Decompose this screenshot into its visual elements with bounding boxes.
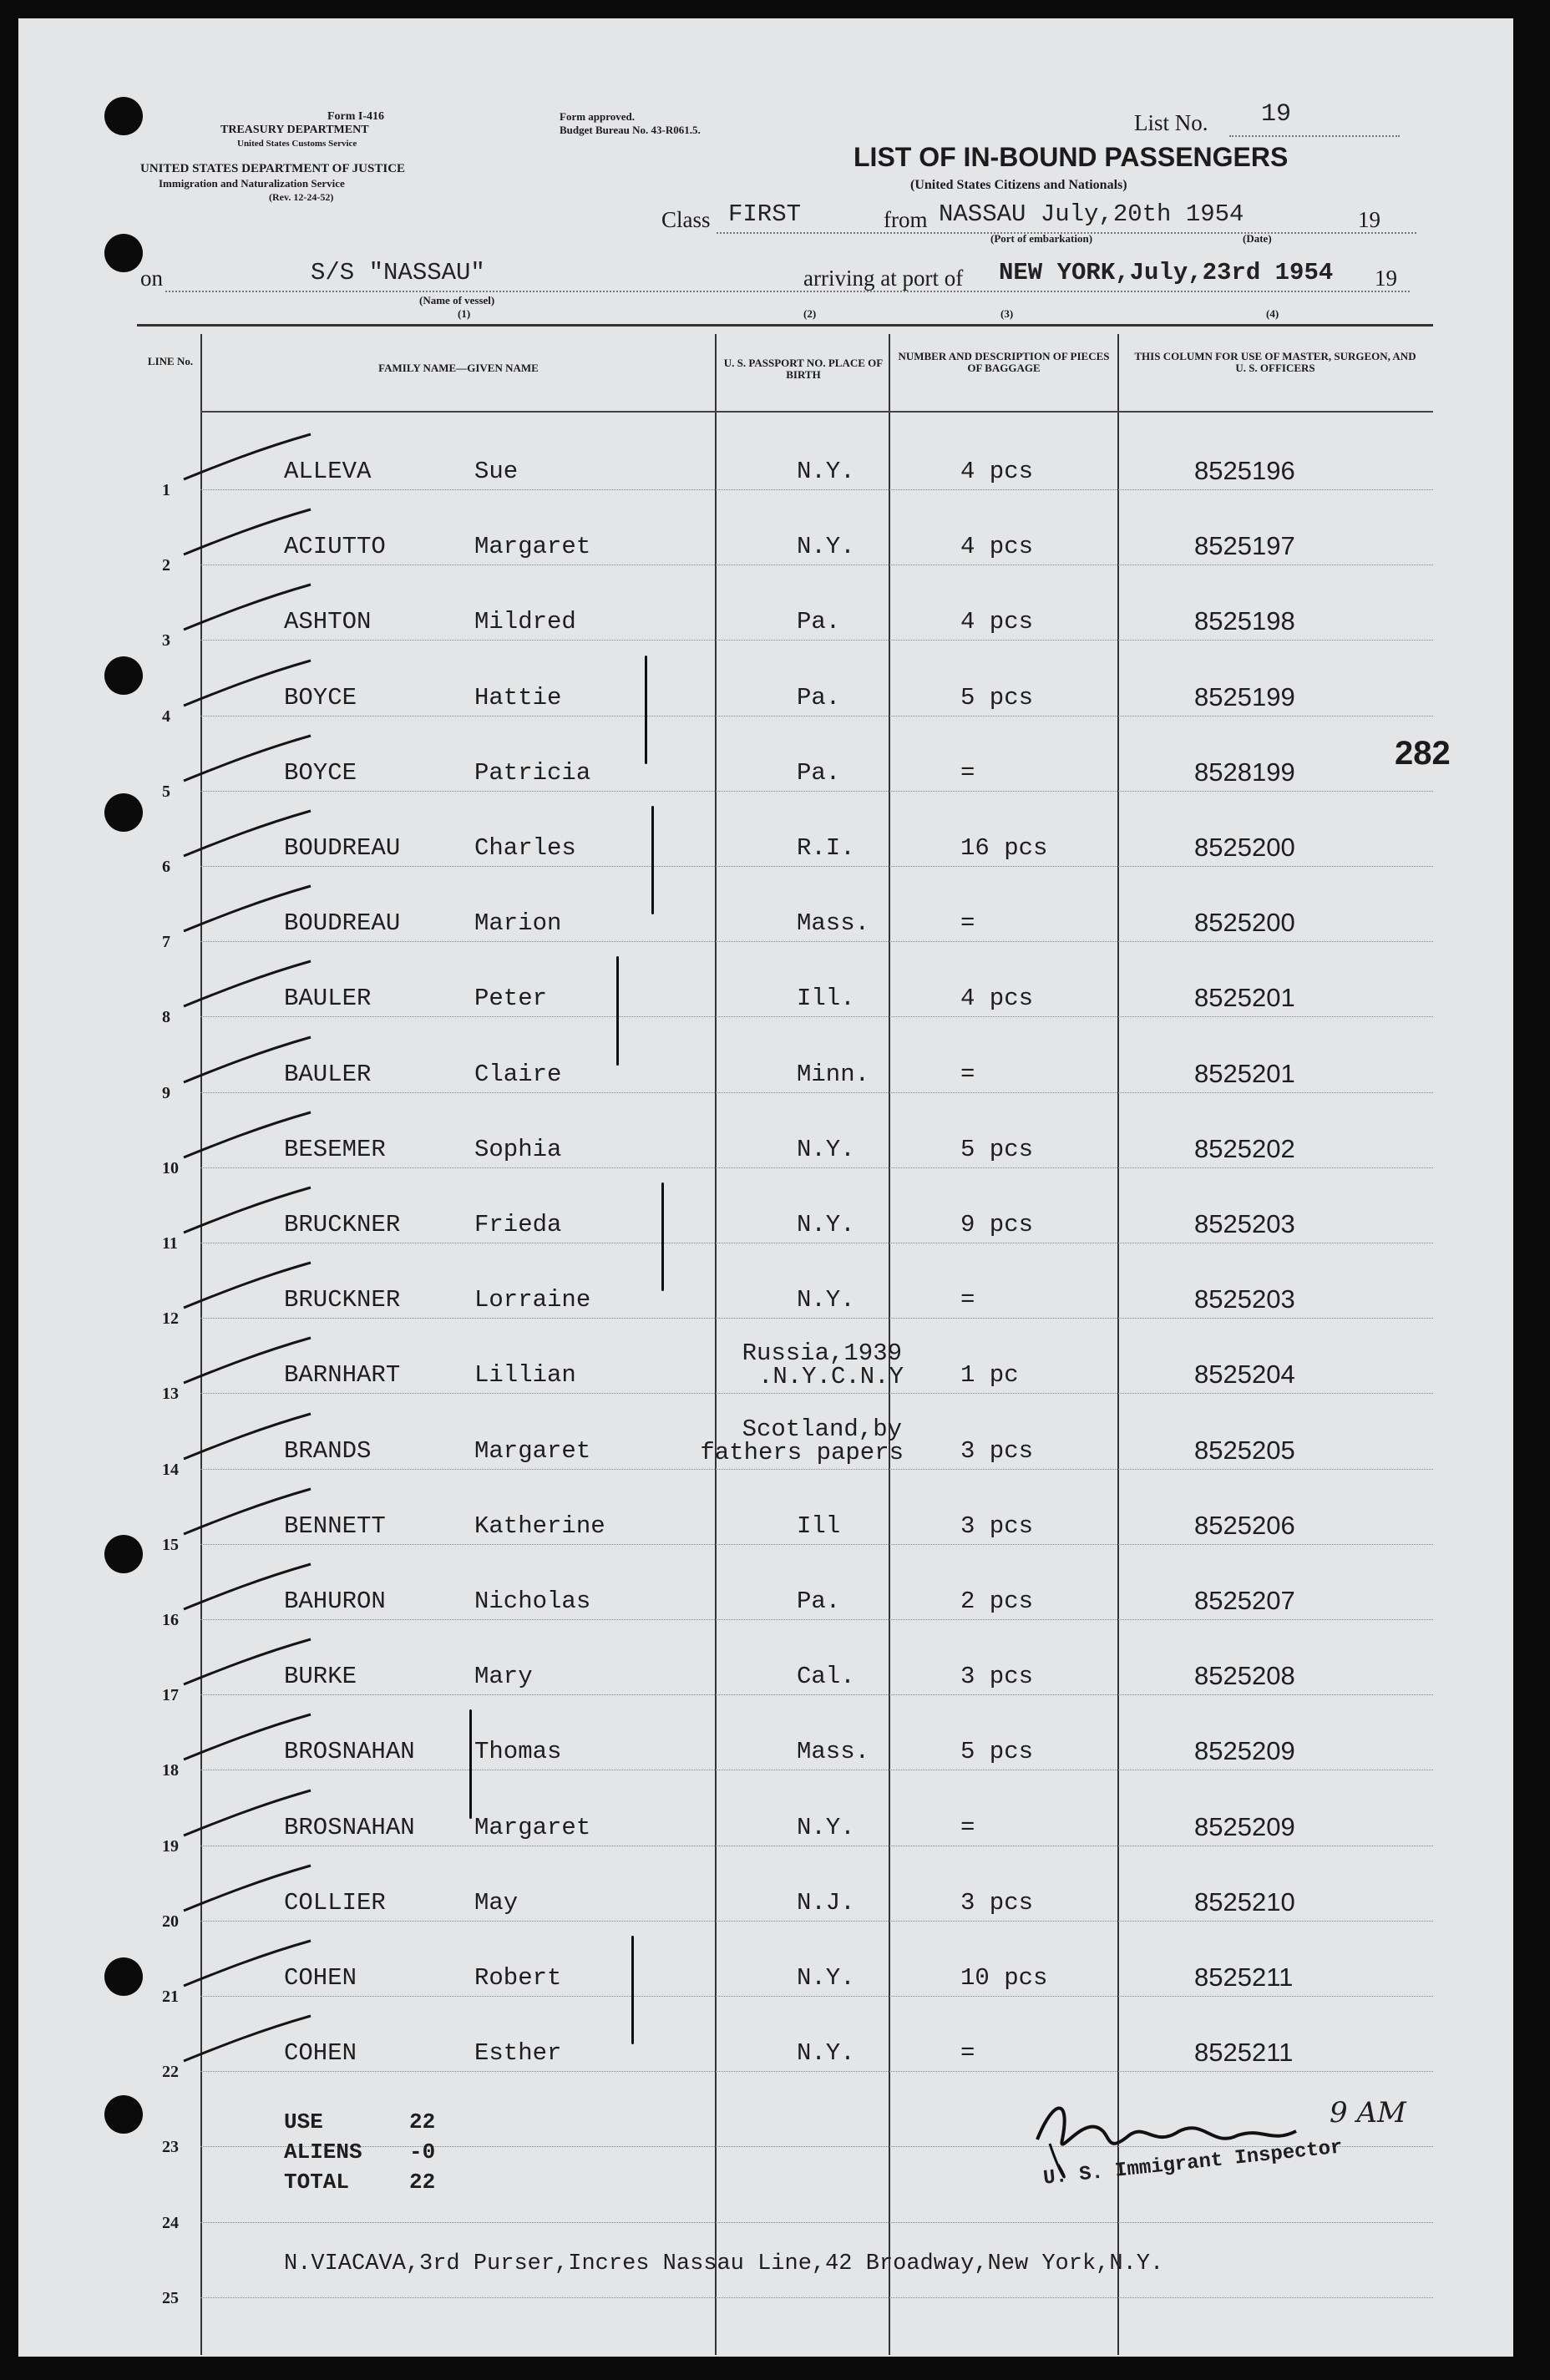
place-of-birth: Ill	[797, 1512, 841, 1540]
given-name: Katherine	[474, 1512, 605, 1540]
officer-number: 8525208	[1194, 1661, 1295, 1691]
line-number: 4	[162, 706, 170, 726]
place-of-birth: Pa.	[797, 758, 841, 787]
officer-number: 8525197	[1194, 531, 1295, 561]
arriving-label: arriving at port of	[803, 266, 964, 291]
punch-hole	[104, 1957, 143, 1996]
punch-hole	[104, 97, 143, 135]
baggage-count: 3 pcs	[960, 1436, 1034, 1465]
line-number: 21	[162, 1988, 179, 2006]
officer-number: 8525211	[1194, 1962, 1294, 1992]
page-title: LIST OF IN-BOUND PASSENGERS	[854, 142, 1289, 172]
year-label-2: 19	[1375, 266, 1397, 291]
from-label: from	[884, 207, 928, 232]
baggage-count: =	[960, 1813, 975, 1841]
family-name: BOUDREAU	[284, 909, 401, 938]
given-name: Margaret	[474, 1436, 591, 1465]
place-of-birth: R.I.	[797, 834, 855, 862]
line-number: 8	[162, 1008, 170, 1027]
place-of-birth: N.Y.	[797, 1813, 855, 1841]
place-of-birth: Mass.	[797, 1738, 870, 1766]
given-name: Claire	[474, 1060, 562, 1088]
family-name: BAULER	[284, 985, 372, 1013]
year-label: 19	[1358, 207, 1380, 232]
row-rule	[200, 1469, 1433, 1470]
place-of-birth: N.Y.	[797, 1211, 855, 1238]
header-bottom-rule	[200, 411, 1433, 413]
col-num-2: (2)	[803, 307, 817, 320]
baggage-count: 10 pcs	[960, 1964, 1048, 1992]
officer-number: 8528199	[1194, 757, 1295, 787]
family-name: BROSNAHAN	[284, 1738, 415, 1766]
punch-hole	[104, 234, 143, 272]
table-col-divider	[1117, 334, 1119, 2355]
punch-hole	[104, 2095, 143, 2134]
place-of-birth: Pa.	[797, 1588, 841, 1615]
line-number: 7	[162, 933, 170, 952]
officer-number: 8525204	[1194, 1360, 1295, 1390]
family-name: BAULER	[284, 1060, 372, 1088]
given-name: Margaret	[474, 533, 591, 561]
family-name: COLLIER	[284, 1888, 386, 1917]
officer-number: 8525205	[1194, 1435, 1295, 1465]
totals-aliens-label: ALIENS	[284, 2139, 362, 2165]
officer-number: 8525200	[1194, 833, 1295, 862]
place-of-birth: N.Y.	[797, 1135, 855, 1163]
date-caption: (Date)	[1243, 232, 1272, 245]
col-num-1: (1)	[458, 307, 471, 320]
line-number: 15	[162, 1535, 179, 1554]
line-number: 13	[162, 1385, 179, 1404]
given-name: Sue	[474, 458, 519, 485]
from-value: NASSAU July,20th 1954	[939, 200, 1244, 228]
family-name: BARNHART	[284, 1361, 401, 1390]
line-number: 17	[162, 1686, 179, 1705]
family-name: BAHURON	[284, 1588, 386, 1615]
class-value: FIRST	[728, 200, 802, 228]
place-of-birth: Russia,1939	[742, 1339, 902, 1368]
line-number: 16	[162, 1611, 179, 1629]
row-rule	[200, 941, 1433, 942]
family-name: BRUCKNER	[284, 1286, 401, 1314]
row-rule	[200, 640, 1433, 641]
given-name: Mary	[474, 1663, 533, 1691]
baggage-count: 5 pcs	[960, 683, 1034, 711]
row-rule	[200, 1619, 1433, 1620]
officer-number: 8525198	[1194, 606, 1295, 636]
given-name: Margaret	[474, 1813, 591, 1841]
officer-number: 8525211	[1194, 2038, 1294, 2068]
officer-number: 8525210	[1194, 1886, 1295, 1917]
place-of-birth: Pa.	[797, 608, 841, 636]
baggage-count: 16 pcs	[960, 834, 1048, 862]
baggage-count: 3 pcs	[960, 1663, 1034, 1691]
baggage-count: 4 pcs	[960, 985, 1034, 1013]
baggage-count: 9 pcs	[960, 1211, 1034, 1238]
place-of-birth: N.Y.	[797, 1286, 855, 1314]
family-bracket-mark	[616, 956, 619, 1065]
line-number: 23	[162, 2138, 179, 2157]
given-name: Mildred	[474, 608, 576, 636]
manifest-sheet	[18, 18, 1513, 2357]
place-of-birth: Cal.	[797, 1663, 855, 1691]
officer-number: 8525199	[1194, 681, 1295, 711]
line-number: 14	[162, 1460, 179, 1479]
row-rule	[200, 1318, 1433, 1319]
family-bracket-mark	[469, 1709, 472, 1818]
line-number: 5	[162, 782, 170, 801]
line-number: 9	[162, 1083, 170, 1102]
place-of-birth: Minn.	[797, 1060, 870, 1088]
col-num-3: (3)	[1000, 307, 1014, 320]
place-of-birth: N.Y.	[797, 2039, 855, 2068]
on-label: on	[140, 266, 163, 291]
officer-number: 8525203	[1194, 1209, 1295, 1238]
row-rule	[200, 2222, 1433, 2223]
given-name: Peter	[474, 985, 548, 1013]
ins-label: Immigration and Naturalization Service	[159, 177, 345, 190]
family-name: BOYCE	[284, 758, 357, 787]
row-rule	[200, 1921, 1433, 1922]
family-name: BOUDREAU	[284, 834, 401, 862]
row-rule	[200, 2071, 1433, 2072]
officer-number: 8525209	[1194, 1811, 1295, 1841]
family-name: BURKE	[284, 1663, 357, 1691]
line-number: 11	[162, 1234, 178, 1253]
totals-aliens-value: -0	[409, 2139, 436, 2165]
given-name: Sophia	[474, 1135, 562, 1163]
baggage-count: =	[960, 909, 975, 938]
given-name: Charles	[474, 834, 576, 862]
list-no-label: List No.	[1134, 110, 1208, 135]
baggage-count: 4 pcs	[960, 458, 1034, 485]
given-name: Nicholas	[474, 1588, 591, 1615]
totals-total-value: 22	[409, 2170, 436, 2195]
line-number: 25	[162, 2288, 179, 2307]
given-name: Frieda	[474, 1211, 562, 1238]
baggage-count: =	[960, 758, 975, 787]
row-rule	[200, 716, 1433, 717]
row-rule	[200, 1016, 1433, 1017]
inspector-label: U. S. Immigrant Inspector	[1042, 2136, 1344, 2190]
totals-use-value: 22	[409, 2109, 436, 2134]
officer-number: 8525202	[1194, 1133, 1295, 1163]
family-name: COHEN	[284, 2039, 357, 2068]
row-rule	[200, 1393, 1433, 1394]
baggage-count: 4 pcs	[960, 533, 1034, 561]
page-number: 282	[1395, 735, 1451, 772]
officer-number: 8525206	[1194, 1510, 1295, 1540]
baggage-count: 2 pcs	[960, 1588, 1034, 1615]
baggage-count: 3 pcs	[960, 1888, 1034, 1917]
family-name: BENNETT	[284, 1512, 386, 1540]
header-line-no: LINE No.	[147, 355, 194, 367]
row-rule	[200, 1694, 1433, 1695]
purser-line: N.VIACAVA,3rd Purser,Incres Nassau Line,42 Broadway,New York,N.Y.	[284, 2251, 1164, 2276]
inspector-initials: 9 AM	[1330, 2096, 1406, 2129]
line-number: 2	[162, 556, 170, 575]
line-number: 22	[162, 2063, 179, 2082]
family-bracket-mark	[661, 1182, 664, 1291]
vessel-name: S/S "NASSAU"	[311, 259, 485, 286]
page-subtitle: (United States Citizens and Nationals)	[910, 178, 1127, 192]
row-rule	[200, 489, 1433, 490]
officer-number: 8525201	[1194, 983, 1295, 1013]
given-name: Patricia	[474, 758, 591, 787]
family-bracket-mark	[631, 1936, 634, 2044]
vessel-underline	[165, 291, 1410, 292]
row-rule	[200, 866, 1433, 867]
treasury-label: TREASURY DEPARTMENT	[220, 124, 369, 136]
line-number: 1	[162, 481, 170, 499]
given-name: Thomas	[474, 1738, 562, 1766]
place-of-birth: N.J.	[797, 1888, 855, 1917]
officer-number: 8525200	[1194, 908, 1295, 938]
given-name: Lorraine	[474, 1286, 591, 1314]
line-number: 12	[162, 1309, 179, 1329]
row-rule	[200, 1996, 1433, 1997]
class-label: Class	[661, 207, 711, 232]
officer-number: 8525207	[1194, 1586, 1295, 1615]
given-name: Robert	[474, 1964, 562, 1992]
family-name: COHEN	[284, 1964, 357, 1992]
baggage-count: 4 pcs	[960, 608, 1034, 636]
place-of-birth: N.Y.	[797, 533, 855, 561]
revision-label: (Rev. 12-24-52)	[269, 191, 334, 203]
baggage-count: 5 pcs	[960, 1135, 1034, 1163]
baggage-count: =	[960, 2039, 975, 2068]
punch-hole	[104, 1535, 143, 1573]
row-rule	[200, 2297, 1433, 2298]
row-rule	[200, 791, 1433, 792]
totals-use-label: USE	[284, 2109, 323, 2134]
row-rule	[200, 1544, 1433, 1545]
line-number: 24	[162, 2213, 179, 2232]
place-of-birth-line2: N.Y.C.N.Y.	[757, 1363, 904, 1391]
family-name: ALLEVA	[284, 458, 372, 485]
customs-label: United States Customs Service	[237, 139, 357, 149]
vessel-caption: (Name of vessel)	[419, 294, 495, 306]
header-name: FAMILY NAME—GIVEN NAME	[378, 362, 539, 374]
line-number: 18	[162, 1761, 179, 1780]
baggage-count: 3 pcs	[960, 1512, 1034, 1540]
family-name: ACIUTTO	[284, 533, 386, 561]
family-name: BROSNAHAN	[284, 1813, 415, 1841]
table-top-border	[137, 324, 1433, 327]
family-name: ASHTON	[284, 608, 372, 636]
line-number: 6	[162, 858, 170, 876]
port-caption: (Port of embarkation)	[990, 232, 1093, 245]
form-approved: Form approved.	[560, 110, 636, 123]
baggage-count: 1 pc	[960, 1361, 1019, 1390]
officer-number: 8525196	[1194, 456, 1295, 485]
budget-bureau: Budget Bureau No. 43-R061.5.	[560, 124, 701, 136]
baggage-count: =	[960, 1060, 975, 1088]
justice-label: UNITED STATES DEPARTMENT OF JUSTICE	[140, 162, 406, 175]
row-rule	[200, 1167, 1433, 1168]
given-name: Hattie	[474, 683, 562, 711]
place-of-birth: Ill.	[797, 985, 855, 1013]
list-no-underline	[1229, 135, 1400, 137]
given-name: Marion	[474, 909, 562, 938]
family-name: BRANDS	[284, 1436, 372, 1465]
arrival-value: NEW YORK,July,23rd 1954	[999, 259, 1334, 286]
given-name: Esther	[474, 2039, 562, 2068]
list-no-value: 19	[1261, 100, 1292, 129]
baggage-count: 5 pcs	[960, 1738, 1034, 1766]
family-bracket-mark	[645, 656, 647, 764]
officer-number: 8525201	[1194, 1058, 1295, 1088]
place-of-birth-line2: fathers papers	[700, 1438, 904, 1466]
given-name: Lillian	[474, 1361, 576, 1390]
place-of-birth: N.Y.	[797, 458, 855, 485]
officer-number: 8525209	[1194, 1736, 1295, 1766]
punch-hole	[104, 656, 143, 695]
line-number: 3	[162, 631, 170, 651]
line-number: 10	[162, 1158, 179, 1177]
header-officers: THIS COLUMN FOR USE OF MASTER, SURGEON, AND U. S. OFFICERS	[1134, 350, 1416, 374]
place-of-birth: N.Y.	[797, 1964, 855, 1992]
place-of-birth: Scotland,by	[742, 1415, 902, 1443]
given-name: May	[474, 1888, 519, 1917]
baggage-count: =	[960, 1286, 975, 1314]
row-rule	[200, 1092, 1433, 1093]
line-number: 20	[162, 1912, 179, 1931]
form-number: Form I-416	[327, 110, 385, 123]
family-name: BRUCKNER	[284, 1211, 401, 1238]
line-number: 19	[162, 1836, 179, 1856]
family-bracket-mark	[651, 806, 654, 914]
header-baggage: NUMBER AND DESCRIPTION OF PIECES OF BAGGAGE	[898, 350, 1110, 374]
officer-number: 8525203	[1194, 1284, 1295, 1314]
family-name: BOYCE	[284, 683, 357, 711]
header-passport: U. S. PASSPORT NO. PLACE OF BIRTH	[723, 357, 884, 381]
place-of-birth: Pa.	[797, 683, 841, 711]
totals-total-label: TOTAL	[284, 2170, 350, 2195]
place-of-birth: Mass.	[797, 909, 870, 938]
family-name: BESEMER	[284, 1135, 386, 1163]
col-num-4: (4)	[1266, 307, 1279, 320]
punch-hole	[104, 793, 143, 832]
